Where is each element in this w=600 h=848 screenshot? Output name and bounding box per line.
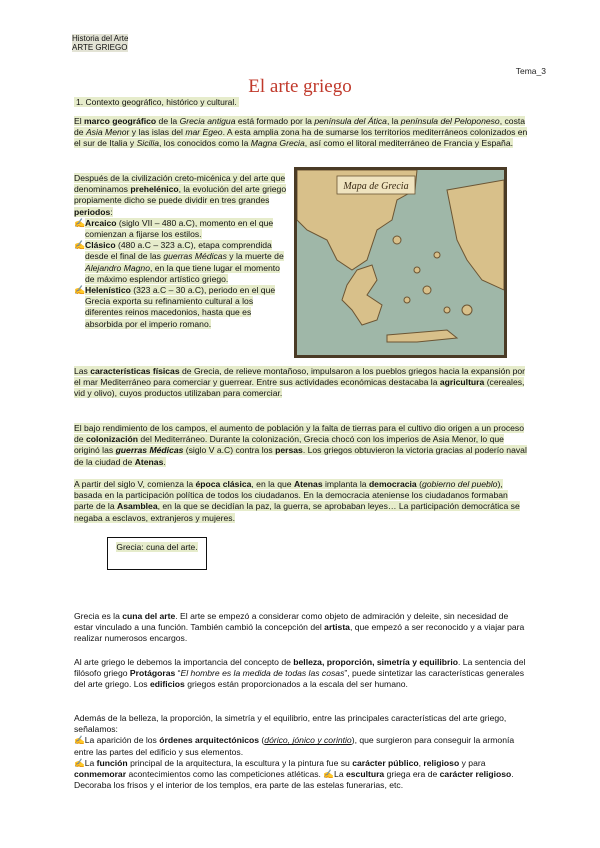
list-item: ✍ Arcaico (siglo VII – 480 a.C), momento en el que comienzan a fijarse los estilos. xyxy=(74,217,274,240)
callout-text: Grecia: cuna del arte. xyxy=(116,542,198,552)
pen-bullet-icon: ✍ xyxy=(74,735,85,746)
paragraph-cradle-of-art: Grecia es la cuna del arte. El arte se empezó a considerar como objeto de admiración y deleite, sin necesidad de estar vinculado a una función. También cambió la concepción del artista, que empezó a ser reconocido y a viajar para realizar numerosos encargos. xyxy=(74,611,525,644)
pen-bullet-icon: ✍ xyxy=(74,240,86,251)
pen-bullet-icon: ✍ xyxy=(74,217,86,228)
callout-box xyxy=(107,537,207,570)
page-title: El arte griego xyxy=(248,76,352,97)
pen-bullet-icon: ✍ xyxy=(74,285,86,296)
section-heading: 1. Contexto geográfico, histórico y cultural. xyxy=(76,97,237,107)
paragraph-physical: Las características físicas de Grecia, de relieve montañoso, impulsaron a los pueblos griegos hacia la expansión por el mar Mediterráneo para comerciar y guerrear. Entre sus actividades económicas destacaba la agricultura (cereales, vid y olivo), cuyos productos utilizaban para comerciar. xyxy=(74,366,525,399)
characteristics-block xyxy=(74,713,528,791)
pen-bullet-icon: ✍ xyxy=(74,757,85,768)
header-subject: ARTE GRIEGO xyxy=(72,43,128,52)
paragraph-democracy: A partir del siglo V, comienza la época clásica, en la que Atenas implanta la democracia (gobierno del pueblo), basada en la participación política de todos los ciudadanos. En la democracia ateniense los ciudadanos formaban parte de la Asamblea, en la que se decidían la paz, la guerra, se aprobaban leyes… La participación democrática se negaba a esclavos, extranjeros y mujeres. xyxy=(74,479,520,523)
paragraph-geography: El marco geográfico de la Grecia antigua está formado por la península del Ática, la península del Peloponeso, costa de Asia Menor y las islas del mar Egeo. A esta amplia zona ha de sumarse los territorios mediterráneos colonizados en el sur de Italia y Sicilia, los conocidos como la Magna Grecia, así como el litoral mediterráneo de Francia y España. xyxy=(74,116,528,149)
paragraph-beauty: Al arte griego le debemos la importancia del concepto de belleza, proporción, simetría y equilibrio. La sentencia del filósofo griego Protágoras “El hombre es la medida de todas las cosas”, puede sintetizar las características generales del arte griego. Los edificios griegos están proporcionados a la escala del ser humano. xyxy=(74,657,526,690)
greece-map-image xyxy=(294,167,507,358)
document-header xyxy=(72,34,128,52)
list-item: ✍ Clásico (480 a.C – 323 a.C), etapa comprendida desde el final de las guerras Médicas y la muerte de Alejandro Magno, en la que tiene lugar el momento de máximo esplendor artístico griego. xyxy=(74,240,284,284)
paragraph-periods: Después de la civilización creto-micénica y del arte que denominamos prehelénico, la evolución del arte griego propiamente dicho se puede dividir en tres grandes periodos: xyxy=(74,173,287,217)
header-course: Historia del Arte xyxy=(72,34,129,43)
paragraph-colonization: El bajo rendimiento de los campos, el aumento de población y la falta de tierras para el cultivo dio origen a un proceso de colonización del Mediterráneo. Durante la colonización, Grecia chocó con los imperios de Asia Menor, lo que originó las guerras Médicas (siglo V a.C) contra los persas. Los griegos obtuvieron la victoria gracias al poderío naval de la ciudad de Atenas. xyxy=(74,423,527,467)
map-title: Mapa de Grecia xyxy=(343,181,409,192)
topic-number: Tema_3 xyxy=(515,66,546,76)
periods-block xyxy=(74,173,288,330)
paragraph-characteristics-intro: Además de la belleza, la proporción, la simetría y el equilibrio, entre las principales características del arte griego, señalamos: xyxy=(74,713,507,735)
list-item: ✍ Helenístico (323 a.C – 30 a.C), periodo en el que Grecia exporta su refinamiento cultural a los diferentes reinos macedonios, hasta que es absorbida por el imperio romano. xyxy=(74,285,276,329)
pen-bullet-icon: ✍ xyxy=(323,769,335,780)
list-item: ✍La función principal de la arquitectura, la escultura y la pintura fue su carácter público, religioso y para conmemorar acontecimientos como las competiciones atléticas. ✍La escultura griega era de carácter religioso. Decoraba los frisos y el interior de los templos, era parte de las estelas funerarias, etc. xyxy=(74,757,514,791)
list-item: ✍La aparición de los órdenes arquitectónicos (dórico, jónico y corintio), que surgieron para conseguir la armonía entre las partes del edificio y sus elementos. xyxy=(74,735,515,757)
